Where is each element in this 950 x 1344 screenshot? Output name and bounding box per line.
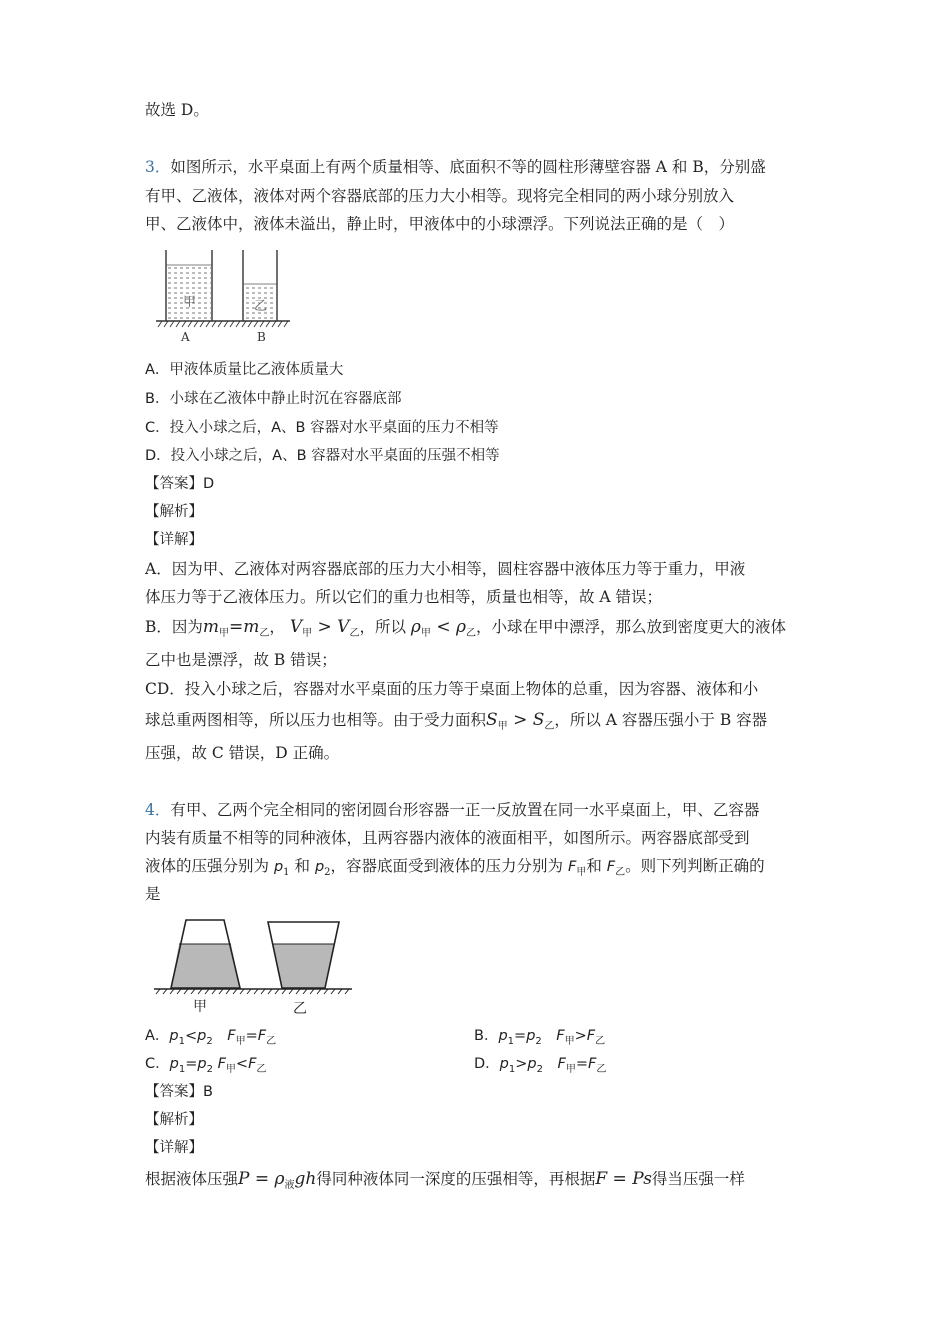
q3-stem-line-1: 3．如图所示，水平桌面上有两个质量相等、底面积不等的圆柱形薄壁容器 A 和 B，分别盛 bbox=[145, 158, 766, 176]
q3-explanation-b-line-1: B．因为$m_甲=m_乙$， $V_甲 > V_乙$，所以 $\rho_甲 < \rho_乙$，小球在甲中漂浮，那么放到密度更大的液体 bbox=[145, 617, 786, 639]
frustum-yi-liquid bbox=[273, 944, 334, 988]
q3-explanation-a-line-1: A．因为甲、乙液体对两容器底部的压力大小相等，圆柱容器中液体压力等于重力，甲液 bbox=[145, 560, 746, 578]
q3-analysis-heading: 【解析】 bbox=[145, 504, 203, 520]
q3-explanation-b-line-2: 乙中也是漂浮，故 B 错误； bbox=[145, 651, 337, 669]
q3-stem-line-3: 甲、乙液体中，液体未溢出，静止时，甲液体中的小球漂浮。下列说法正确的是（ ） bbox=[145, 215, 735, 233]
q3-figure-containers bbox=[150, 246, 295, 346]
q3-detail-heading: 【详解】 bbox=[145, 532, 203, 548]
q4-detail-heading: 【详解】 bbox=[145, 1140, 203, 1156]
container-b-liquid-label: 乙 bbox=[254, 299, 268, 314]
q4-option-a: A．$p_1<p_2$ $F_甲=F_乙$ bbox=[145, 1028, 277, 1047]
frustum-yi-label: 乙 bbox=[293, 1001, 307, 1016]
q3-option-c: C．投入小球之后，A、B 容器对水平桌面的压力不相等 bbox=[145, 420, 499, 436]
q3-explanation-cd-line-2: 球总重两图相等，所以压力也相等。由于受力面积$S_甲 > S_乙$，所以 A 容器压强小于 B 容器 bbox=[145, 710, 768, 732]
q4-option-b: B．$p_1=p_2$ $F_甲>F_乙$ bbox=[474, 1028, 606, 1047]
container-b-label: B bbox=[257, 330, 266, 344]
q3-answer: 【答案】D bbox=[145, 476, 215, 492]
q4-figure-frustum-containers bbox=[150, 914, 355, 1016]
q3-stem-line-2: 有甲、乙液体，液体对两个容器底部的压力大小相等。现将完全相同的两小球分别放入 bbox=[145, 187, 735, 205]
q3-number: 3． bbox=[145, 158, 171, 176]
frustum-jia-label: 甲 bbox=[193, 999, 207, 1015]
container-a-label: A bbox=[181, 330, 190, 344]
q4-explanation-line-1: 根据液体压强$P = \rho_液gh$得同种液体同一深度的压强相等，再根据F = Ps得当压强一样 bbox=[145, 1169, 745, 1191]
q3-option-a: A．甲液体质量比乙液体质量大 bbox=[145, 362, 344, 378]
q4-stem-line-3: 液体的压强分别为 $p_1$ 和 $p_2$，容器底面受到液体的压力分别为 $F_甲$和 $F_乙$。则下列判断正确的 bbox=[145, 857, 765, 878]
q3-explanation-cd-line-3: 压强，故 C 错误，D 正确。 bbox=[145, 744, 340, 762]
q4-analysis-heading: 【解析】 bbox=[145, 1112, 203, 1128]
q4-option-c: C．$p_1=p_2$ $F_甲<F_乙$ bbox=[145, 1056, 267, 1075]
q4-answer: 【答案】B bbox=[145, 1084, 213, 1100]
q4-number: 4． bbox=[145, 801, 171, 819]
q4-stem-line-2: 内装有质量不相等的同种液体，且两容器内液体的液面相平，如图所示。两容器底部受到 bbox=[145, 829, 750, 847]
q3-explanation-cd-line-1: CD．投入小球之后，容器对水平桌面的压力等于桌面上物体的总重，因为容器、液体和小 bbox=[145, 680, 759, 698]
q4-stem-line-4: 是 bbox=[145, 885, 161, 903]
q4-stem-line-1: 4．有甲、乙两个完全相同的密闭圆台形容器一正一反放置在同一水平桌面上，甲、乙容器 bbox=[145, 801, 760, 819]
previous-answer-ending: 故选 D。 bbox=[145, 101, 209, 119]
q3-explanation-a-line-2: 体压力等于乙液体压力。所以它们的重力也相等，质量也相等，故 A 错误； bbox=[145, 588, 663, 606]
container-a-liquid bbox=[167, 265, 211, 320]
q3-option-b: B．小球在乙液体中静止时沉在容器底部 bbox=[145, 391, 402, 407]
q4-option-d: D．$p_1>p_2$ $F_甲=F_乙$ bbox=[474, 1056, 607, 1075]
q3-option-d: D．投入小球之后，A、B 容器对水平桌面的压强不相等 bbox=[145, 448, 500, 464]
frustum-jia-liquid bbox=[171, 944, 240, 988]
container-a-liquid-label: 甲 bbox=[183, 295, 197, 310]
